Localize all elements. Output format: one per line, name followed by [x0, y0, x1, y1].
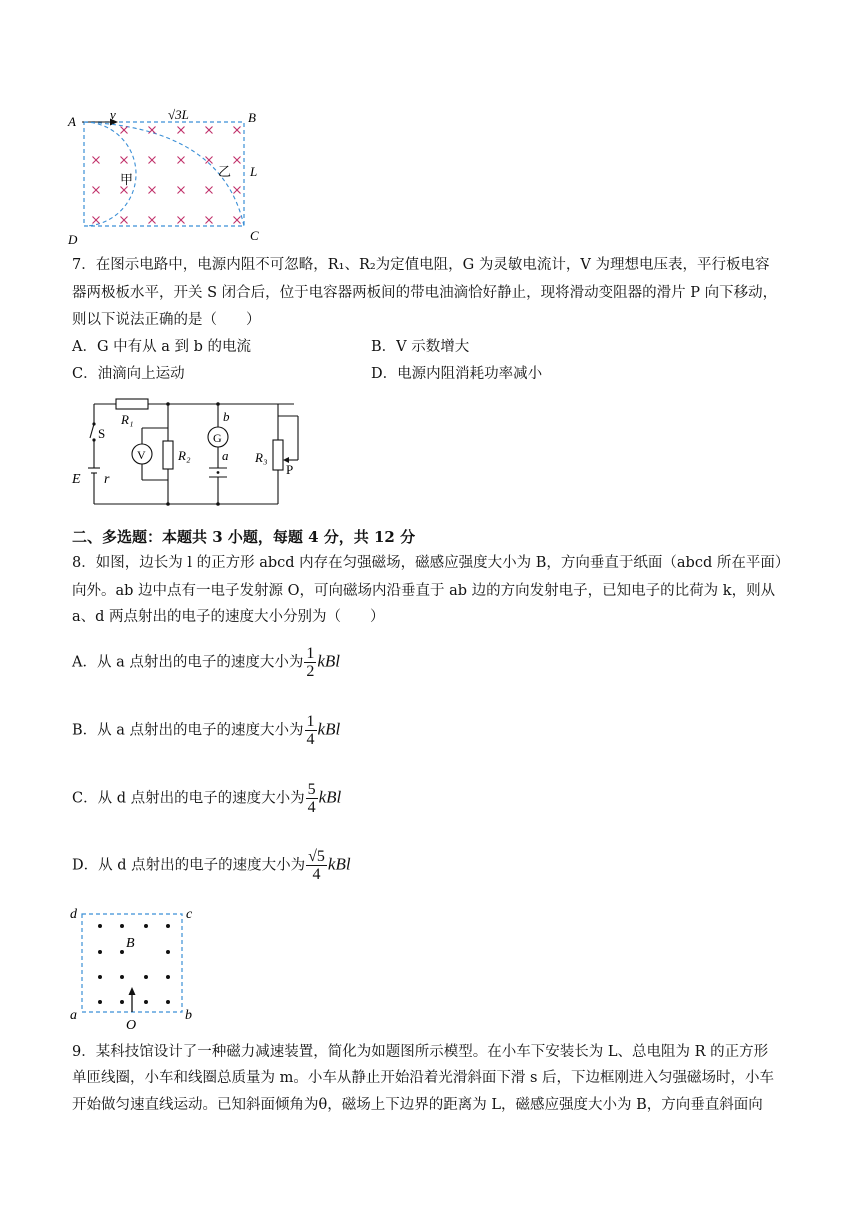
label-a: a — [70, 1008, 77, 1023]
label-sqrt3L: √3L — [168, 107, 189, 122]
field-cross-mark — [206, 187, 213, 194]
q7-option-b: B．V 示数增大 — [371, 339, 470, 355]
field-cross-mark — [178, 157, 185, 164]
label-B: B — [248, 110, 256, 125]
field-cross-mark — [149, 217, 156, 224]
field-cross-mark — [206, 217, 213, 224]
label-B: B — [126, 936, 135, 951]
q8-option-c-text: C．从 d 点射出的电子的速度大小为 — [72, 790, 305, 807]
field-cross-mark — [206, 157, 213, 164]
q8-option-a-text: A．从 a 点射出的电子的速度大小为 — [72, 654, 304, 671]
field-dot-mark — [166, 1000, 170, 1004]
field-cross-mark — [121, 157, 128, 164]
field-dot-mark — [120, 1000, 124, 1004]
field-cross-mark — [121, 187, 128, 194]
q8-line-3: a、d 两点射出的电子的速度大小分别为（ ） — [72, 609, 385, 625]
fraction — [306, 848, 327, 883]
field-dot-mark — [166, 975, 170, 979]
field-cross-mark — [121, 217, 128, 224]
fraction-denominator: 4 — [312, 866, 321, 883]
label-G: G — [213, 431, 222, 445]
field-cross-mark — [234, 187, 241, 194]
field-dot-mark — [98, 1000, 102, 1004]
fraction — [304, 645, 316, 680]
fraction-numerator: 1 — [306, 645, 315, 662]
q7-line-2: 器两极板水平，开关 S 闭合后，位于电容器两板间的带电油滴恰好静止，现将滑动变阻器的滑片 P 向下移动， — [72, 285, 778, 301]
circuit-diagram — [66, 392, 366, 514]
fraction — [305, 713, 317, 748]
kbl-expression: kBl — [318, 787, 342, 807]
q8-option-b — [72, 713, 340, 748]
field-cross-mark — [149, 157, 156, 164]
label-C: C — [250, 228, 259, 243]
field-cross-mark — [149, 127, 156, 134]
q8-option-d — [72, 848, 351, 883]
field-dot-mark — [120, 975, 124, 979]
q8-option-d-text: D．从 d 点射出的电子的速度大小为 — [72, 857, 306, 874]
field-cross-mark — [234, 217, 241, 224]
label-d: d — [70, 907, 77, 922]
fraction-denominator: 4 — [307, 799, 316, 816]
field-cross-mark — [234, 157, 241, 164]
label-R2: R₂ — [178, 448, 191, 463]
figure-field-region — [62, 106, 274, 248]
field-cross-mark — [178, 217, 185, 224]
q8-option-a — [72, 645, 340, 680]
label-S: S — [98, 426, 106, 441]
label-D: D — [68, 232, 78, 247]
label-r: r — [104, 472, 110, 487]
label-b: b — [223, 409, 230, 424]
q7-option-a: A．G 中有从 a 到 b 的电流 — [72, 339, 252, 355]
q8-option-b-text: B．从 a 点射出的电子的速度大小为 — [72, 722, 304, 739]
field-dot-mark — [144, 975, 148, 979]
field-dot-mark — [98, 950, 102, 954]
field-dot-mark — [120, 950, 124, 954]
label-V: V — [137, 448, 146, 462]
field-dot-mark — [166, 924, 170, 928]
field-dot-mark — [144, 924, 148, 928]
field-cross-mark — [93, 157, 100, 164]
field-cross-mark — [178, 187, 185, 194]
label-A: A — [68, 114, 76, 129]
label-P: P — [286, 462, 294, 477]
label-R3: R₃ — [255, 450, 268, 465]
label-yi: 乙 — [218, 164, 232, 179]
field-dot-mark — [166, 950, 170, 954]
field-dot-mark — [98, 924, 102, 928]
q8-option-c — [72, 781, 341, 816]
label-jia: 甲 — [120, 172, 134, 187]
label-a: a — [222, 448, 229, 463]
label-E: E — [72, 472, 81, 487]
label-R1: R₁ — [121, 412, 134, 427]
field-dot-mark — [144, 1000, 148, 1004]
field-cross-mark — [93, 217, 100, 224]
q7-option-c: C．油滴向上运动 — [72, 366, 185, 382]
field-cross-mark — [121, 127, 128, 134]
fraction-numerator: √5 — [308, 848, 325, 865]
q8-line-1: 8．如图，边长为 l 的正方形 abcd 内存在匀强磁场，磁感应强度大小为 B，方向垂直于纸面（abcd 所在平面） — [72, 555, 790, 571]
field-cross-mark — [234, 127, 241, 134]
fraction-numerator: 5 — [307, 781, 316, 798]
field-cross-mark — [178, 127, 185, 134]
field-dot-mark — [120, 924, 124, 928]
label-O: O — [126, 1018, 137, 1032]
q7-option-d: D．电源内阻消耗功率减小 — [371, 366, 543, 382]
kbl-expression: kBl — [317, 651, 340, 671]
q7-line-3: 则以下说法正确的是（ ） — [72, 312, 261, 328]
fraction-numerator: 1 — [306, 713, 315, 730]
q8-line-2: 向外。ab 边中点有一电子发射源 O，可向磁场内沿垂直于 ab 边的方向发射电子，已知电子的比荷为 k，则从 — [72, 583, 776, 599]
q9-line-1: 9．某科技馆设计了一种磁力减速装置，简化为如题图所示模型。在小车下安装长为 L、总电阻为 R 的正方形 — [72, 1044, 769, 1060]
field-dot-mark — [98, 975, 102, 979]
field-cross-mark — [206, 127, 213, 134]
q7-line-1: 7．在图示电路中，电源内阻不可忽略，R₁、R₂为定值电阻，G 为灵敏电流计，V 为理想电压表，平行板电容 — [72, 257, 770, 273]
kbl-expression: kBl — [317, 719, 341, 739]
figure-square-field — [64, 902, 200, 1032]
label-L: L — [250, 164, 258, 179]
fraction-denominator: 4 — [306, 731, 315, 748]
field-cross-mark — [149, 187, 156, 194]
label-c: c — [186, 907, 193, 922]
kbl-expression: kBl — [327, 854, 351, 874]
label-b: b — [185, 1008, 192, 1023]
fraction-denominator: 2 — [306, 663, 315, 680]
label-v: v — [110, 107, 116, 122]
fraction — [306, 781, 318, 816]
section-heading: 二、多选题：本题共 3 小题，每题 4 分，共 12 分 — [72, 528, 416, 546]
q9-line-2: 单匝线圈，小车和线圈总质量为 m。小车从静止开始沿着光滑斜面下滑 s 后，下边框刚进入匀强磁场时，小车 — [72, 1070, 775, 1086]
q9-line-3: 开始做匀速直线运动。已知斜面倾角为θ，磁场上下边界的距离为 L，磁感应强度大小为 B，方向垂直斜面向 — [72, 1097, 763, 1113]
field-cross-mark — [93, 187, 100, 194]
